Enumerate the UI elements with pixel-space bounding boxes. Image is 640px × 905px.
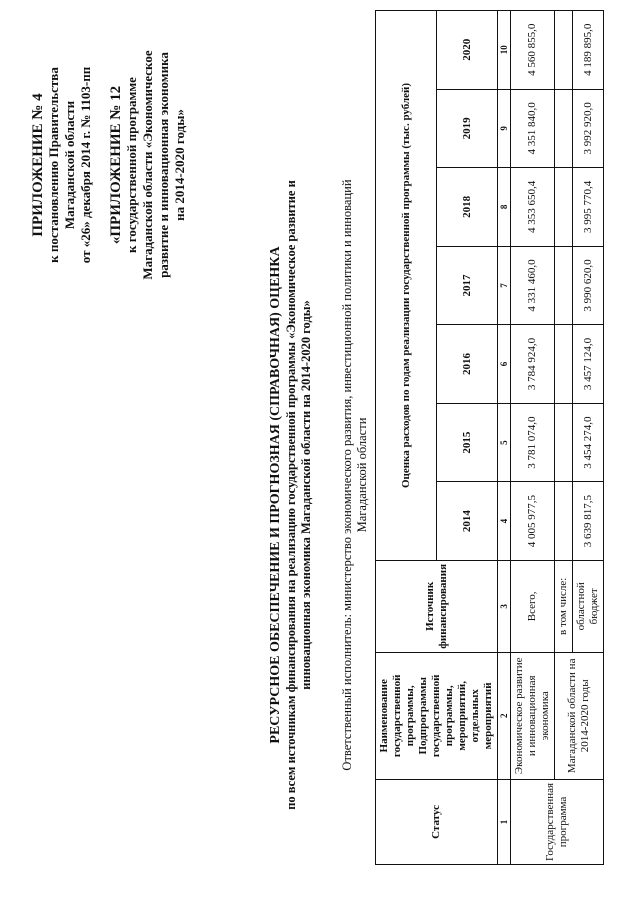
appendix-line: к постановлению Правительства bbox=[46, 67, 61, 263]
header-status: Статус bbox=[376, 779, 498, 864]
column-number: 6 bbox=[498, 325, 511, 404]
responsible-line-1: Ответственный исполнитель: министерство экономического развития, инвестиционной политики и инноваций bbox=[340, 179, 354, 771]
resource-table bbox=[375, 10, 604, 865]
appendix-header bbox=[30, 15, 188, 315]
header-year: 2020 bbox=[437, 11, 498, 90]
appendix-title: ПРИЛОЖЕНИЕ № 4 bbox=[30, 93, 46, 237]
cell-value: 3 639 817,5 bbox=[573, 482, 604, 561]
title-sub-1: по всем источникам финансирования на реализацию государственной программы «Экономическое развитие и bbox=[284, 180, 298, 810]
cell-value: 4 005 977,5 bbox=[511, 482, 555, 561]
appendix-line: от «26» декабря 2014 г. № 1103-пп bbox=[78, 66, 93, 264]
column-number: 8 bbox=[498, 168, 511, 247]
appendix-line: Магаданской области bbox=[62, 100, 77, 230]
table-row-including bbox=[555, 11, 573, 865]
header-year: 2018 bbox=[437, 168, 498, 247]
column-number: 3 bbox=[498, 560, 511, 652]
header-year: 2019 bbox=[437, 89, 498, 168]
row-total-label: Всего, bbox=[511, 560, 555, 652]
cell-value: 3 457 124,0 bbox=[573, 325, 604, 404]
column-number: 1 bbox=[498, 779, 511, 864]
responsible-line-2: Магаданской области bbox=[355, 417, 369, 533]
header-year: 2017 bbox=[437, 246, 498, 325]
appendix-line: на 2014-2020 годы» bbox=[172, 109, 187, 221]
cell-value: 3 784 924,0 bbox=[511, 325, 555, 404]
cell-value: 3 992 920,0 bbox=[573, 89, 604, 168]
appendix-line: Магаданской области «Экономическое bbox=[140, 50, 155, 280]
appendix-line: развитие и инновационная экономика bbox=[156, 52, 171, 278]
row-including-label: в том числе: bbox=[555, 560, 573, 652]
cell-value: 4 560 855,0 bbox=[511, 11, 555, 90]
column-numbers-row bbox=[498, 11, 511, 865]
column-number: 4 bbox=[498, 482, 511, 561]
column-number: 2 bbox=[498, 652, 511, 779]
responsible-executor bbox=[340, 85, 370, 865]
row-regional-label: областной бюджет bbox=[573, 560, 604, 652]
table-row-total bbox=[511, 11, 555, 865]
cell-value: 4 353 650,4 bbox=[511, 168, 555, 247]
column-number: 5 bbox=[498, 403, 511, 482]
column-number: 10 bbox=[498, 11, 511, 90]
column-number: 7 bbox=[498, 246, 511, 325]
header-year: 2014 bbox=[437, 482, 498, 561]
appendix-title-2: «ПРИЛОЖЕНИЕ № 12 bbox=[108, 85, 124, 245]
cell-value: 3 454 274,0 bbox=[573, 403, 604, 482]
title-main: РЕСУРСНОЕ ОБЕСПЕЧЕНИЕ И ПРОГНОЗНАЯ (СПРАВОЧНАЯ) ОЦЕНКА bbox=[268, 246, 283, 744]
header-year: 2016 bbox=[437, 325, 498, 404]
row-status: Государственная программа bbox=[511, 779, 604, 864]
header-name: Наименование государственной программы, Подпрограммы государственной программы, мероприятий, отдельных мероприятий bbox=[376, 652, 498, 779]
header-source: Источник финансирования bbox=[376, 560, 498, 652]
appendix-line: к государственной программе bbox=[124, 77, 139, 253]
cell-value: 3 995 770,4 bbox=[573, 168, 604, 247]
document-title bbox=[268, 145, 314, 845]
cell-value: 3 781 074,0 bbox=[511, 403, 555, 482]
table-header-row bbox=[376, 11, 437, 865]
cell-value: 3 990 620,0 bbox=[573, 246, 604, 325]
cell-value: 4 331 460,0 bbox=[511, 246, 555, 325]
column-number: 9 bbox=[498, 89, 511, 168]
header-estimate: Оценка расходов по годам реализации государственной программы (тыс. рублей) bbox=[376, 11, 437, 561]
cell-value: 4 189 895,0 bbox=[573, 11, 604, 90]
row-name-2: Магаданской области на 2014-2020 годы bbox=[555, 652, 604, 779]
cell-value: 4 351 840,0 bbox=[511, 89, 555, 168]
row-name-1: Экономическое развитие и инновационная экономика bbox=[511, 652, 555, 779]
title-sub-2: инновационная экономика Магаданской области на 2014-2020 годы» bbox=[299, 300, 313, 690]
header-year: 2015 bbox=[437, 403, 498, 482]
